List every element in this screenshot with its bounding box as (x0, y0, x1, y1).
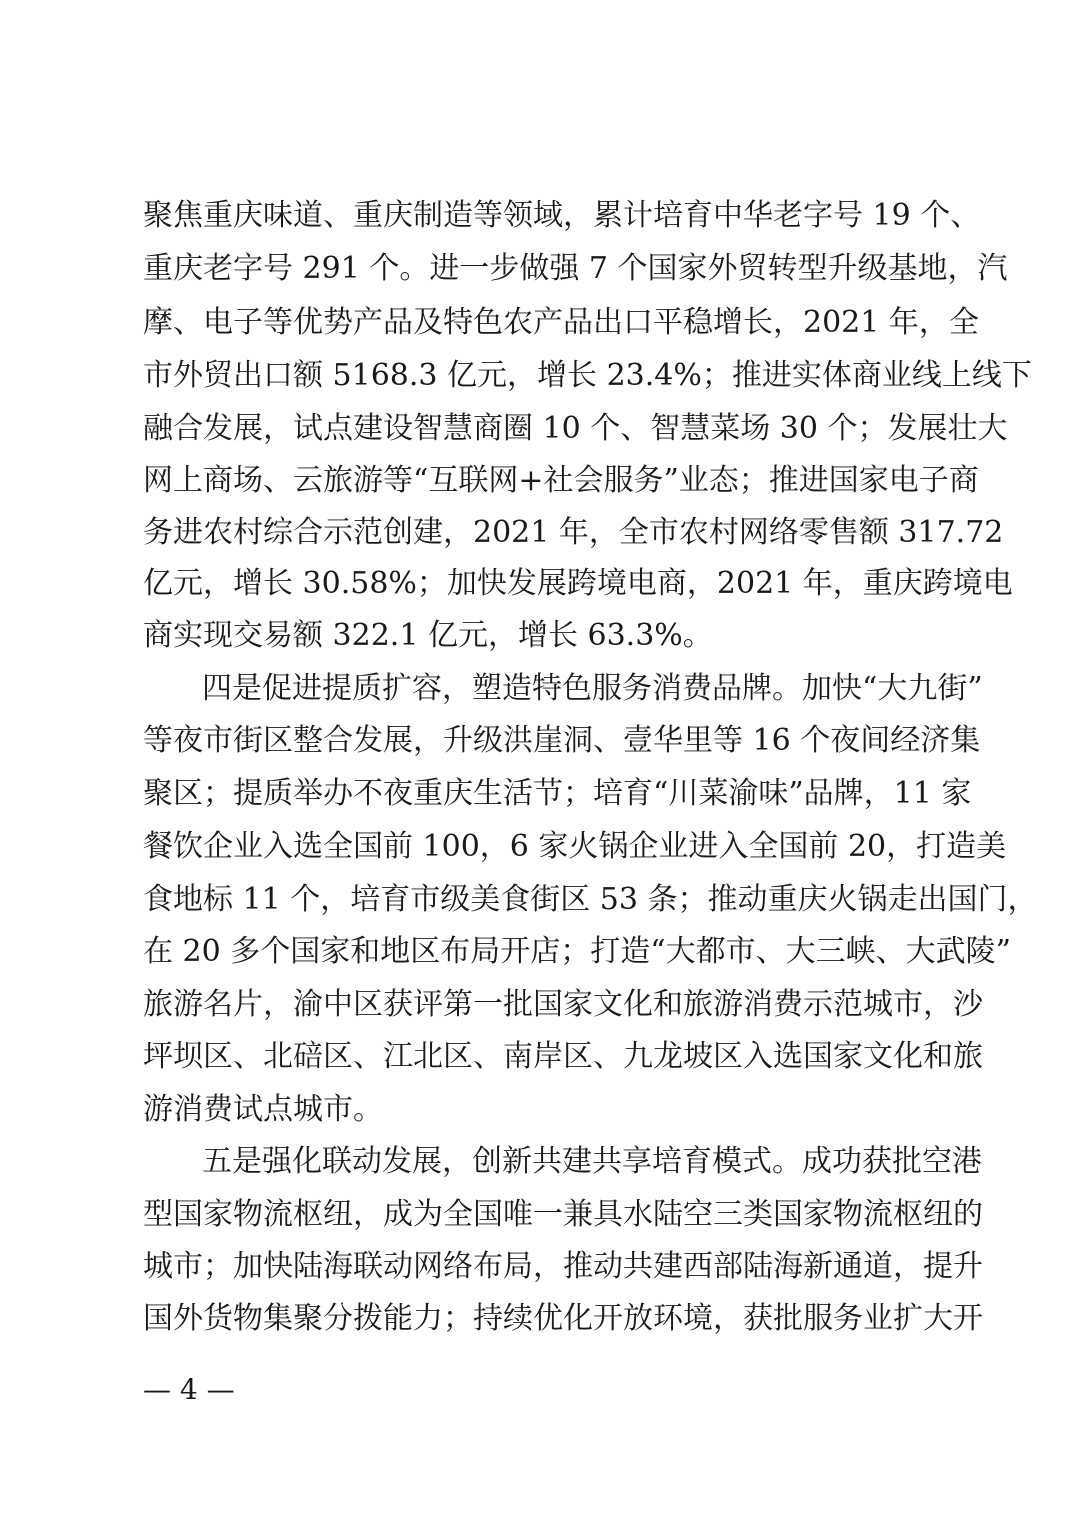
text-line: 型国家物流枢纽，成为全国唯一兼具水陆空三类国家物流枢纽的 (143, 1197, 983, 1232)
text-line: 商实现交易额 322.1 亿元，增长 63.3%。 (143, 618, 713, 653)
text-line: 等夜市街区整合发展，升级洪崖洞、壹华里等 16 个夜间经济集 (143, 723, 981, 758)
text-line: 食地标 11 个，培育市级美食街区 53 条；推动重庆火锅走出国门， (143, 882, 1038, 917)
text-line: 重庆老字号 291 个。进一步做强 7 个国家外贸转型升级基地，汽 (143, 251, 1008, 286)
text-line: 国外货物集聚分拨能力；持续优化开放环境，获批服务业扩大开 (143, 1301, 983, 1336)
text-line: 融合发展，试点建设智慧商圈 10 个、智慧菜场 30 个；发展壮大 (143, 411, 1008, 446)
paragraph-first-line: 四是促进提质扩容，塑造特色服务消费品牌。加快“大九街” (202, 671, 983, 706)
text-line: 务进农村综合示范创建，2021 年，全市农村网络零售额 317.72 (143, 515, 1004, 550)
text-line: 网上商场、云旅游等“互联网+社会服务”业态；推进国家电子商 (143, 463, 979, 498)
text-line: 市外贸出口额 5168.3 亿元，增长 23.4%；推进实体商业线上线下 (143, 358, 1032, 393)
text-line: 摩、电子等优势产品及特色农产品出口平稳增长，2021 年，全 (143, 305, 979, 340)
text-line: 游消费试点城市。 (143, 1092, 383, 1127)
text-line: 旅游名片，渝中区获评第一批国家文化和旅游消费示范城市，沙 (143, 987, 983, 1022)
text-line: 聚焦重庆味道、重庆制造等领域，累计培育中华老字号 19 个、 (143, 198, 981, 233)
text-line: 坪坝区、北碚区、江北区、南岸区、九龙坡区入选国家文化和旅 (143, 1039, 983, 1074)
paragraph-first-line: 五是强化联动发展，创新共建共享培育模式。成功获批空港 (202, 1144, 982, 1179)
text-line: 在 20 多个国家和地区布局开店；打造“大都市、大三峡、大武陵” (143, 934, 1011, 969)
text-line: 餐饮企业入选全国前 100，6 家火锅企业进入全国前 20，打造美 (143, 829, 1007, 864)
text-line: 聚区；提质举办不夜重庆生活节；培育“川菜渝味”品牌，11 家 (143, 776, 972, 811)
text-line: 城市；加快陆海联动网络布局，推动共建西部陆海新通道，提升 (143, 1249, 983, 1284)
text-line: 亿元，增长 30.58%；加快发展跨境电商，2021 年，重庆跨境电 (143, 566, 1013, 601)
page-number: — 4 — (143, 1373, 235, 1406)
